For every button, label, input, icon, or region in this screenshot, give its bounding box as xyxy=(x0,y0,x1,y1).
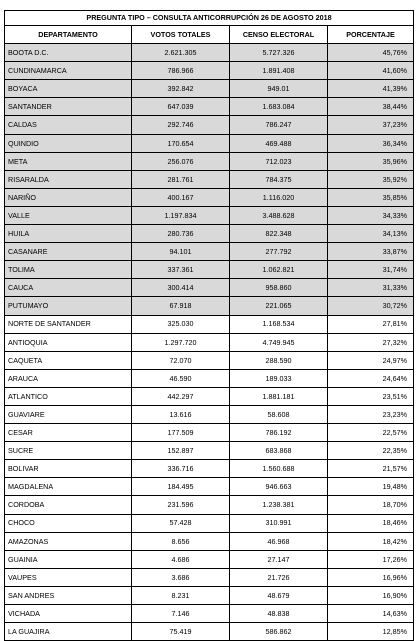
porcentaje-cell: 35,85% xyxy=(328,188,414,206)
censo-electoral-cell: 1.881.181 xyxy=(230,387,328,405)
table-row xyxy=(5,351,414,369)
porcentaje-cell: 19,48% xyxy=(328,478,414,496)
votos-totales-cell: 1.197.834 xyxy=(132,206,230,224)
header-porcentaje: PORCENTAJE xyxy=(328,26,414,44)
censo-electoral-cell: 586.862 xyxy=(230,623,328,641)
porcentaje-cell: 18,42% xyxy=(328,532,414,550)
porcentaje-cell: 35,92% xyxy=(328,170,414,188)
votos-totales-cell: 7.146 xyxy=(132,605,230,623)
porcentaje-cell: 16,90% xyxy=(328,586,414,604)
censo-electoral-cell: 469.488 xyxy=(230,134,328,152)
porcentaje-cell: 12,85% xyxy=(328,623,414,641)
table-row xyxy=(5,405,414,423)
votos-totales-cell: 8.656 xyxy=(132,532,230,550)
votos-totales-cell: 75.419 xyxy=(132,623,230,641)
table-row xyxy=(5,261,414,279)
table-row xyxy=(5,333,414,351)
censo-electoral-cell: 822.348 xyxy=(230,225,328,243)
table-row xyxy=(5,44,414,62)
censo-electoral-cell: 48.838 xyxy=(230,605,328,623)
votos-totales-cell: 280.736 xyxy=(132,225,230,243)
table-row xyxy=(5,586,414,604)
departamento-cell: CHOCO xyxy=(5,514,132,532)
departamento-cell: BOLIVAR xyxy=(5,460,132,478)
censo-electoral-cell: 189.033 xyxy=(230,369,328,387)
censo-electoral-cell: 1.683.084 xyxy=(230,98,328,116)
porcentaje-cell: 41,60% xyxy=(328,62,414,80)
votos-totales-cell: 256.076 xyxy=(132,152,230,170)
table-title: PREGUNTA TIPO – CONSULTA ANTICORRUPCIÓN 26 DE AGOSTO 2018 xyxy=(5,11,414,26)
header-votos-totales: VOTOS TOTALES xyxy=(132,26,230,44)
table-row xyxy=(5,297,414,315)
votos-totales-cell: 4.686 xyxy=(132,550,230,568)
departamento-cell: MAGDALENA xyxy=(5,478,132,496)
porcentaje-cell: 16,96% xyxy=(328,568,414,586)
censo-electoral-cell: 683.868 xyxy=(230,442,328,460)
votos-totales-cell: 647.039 xyxy=(132,98,230,116)
votos-totales-cell: 67.918 xyxy=(132,297,230,315)
departamento-cell: ATLANTICO xyxy=(5,387,132,405)
table-row xyxy=(5,387,414,405)
censo-electoral-cell: 277.792 xyxy=(230,243,328,261)
table-row xyxy=(5,605,414,623)
porcentaje-cell: 22,35% xyxy=(328,442,414,460)
table-row xyxy=(5,460,414,478)
table-row xyxy=(5,170,414,188)
departamento-cell: VALLE xyxy=(5,206,132,224)
porcentaje-cell: 31,33% xyxy=(328,279,414,297)
departamento-cell: RISARALDA xyxy=(5,170,132,188)
porcentaje-cell: 14,63% xyxy=(328,605,414,623)
porcentaje-cell: 24,64% xyxy=(328,369,414,387)
porcentaje-cell: 31,74% xyxy=(328,261,414,279)
porcentaje-cell: 41,39% xyxy=(328,80,414,98)
header-censo-electoral: CENSO ELECTORAL xyxy=(230,26,328,44)
departamento-cell: ANTIOQUIA xyxy=(5,333,132,351)
votos-totales-cell: 400.167 xyxy=(132,188,230,206)
departamento-cell: TOLIMA xyxy=(5,261,132,279)
table-row xyxy=(5,550,414,568)
censo-electoral-cell: 1.238.381 xyxy=(230,496,328,514)
table-row xyxy=(5,62,414,80)
censo-electoral-cell: 58.608 xyxy=(230,405,328,423)
censo-electoral-cell: 1.560.688 xyxy=(230,460,328,478)
censo-electoral-cell: 1.062.821 xyxy=(230,261,328,279)
porcentaje-cell: 17,26% xyxy=(328,550,414,568)
departamento-cell: ARAUCA xyxy=(5,369,132,387)
departamento-cell: LA GUAJIRA xyxy=(5,623,132,641)
porcentaje-cell: 18,70% xyxy=(328,496,414,514)
votos-totales-cell: 325.030 xyxy=(132,315,230,333)
votos-totales-cell: 13.616 xyxy=(132,405,230,423)
porcentaje-cell: 21,57% xyxy=(328,460,414,478)
table-row xyxy=(5,442,414,460)
censo-electoral-cell: 1.116.020 xyxy=(230,188,328,206)
results-table xyxy=(4,10,414,641)
table-row xyxy=(5,152,414,170)
votos-totales-cell: 57.428 xyxy=(132,514,230,532)
departamento-cell: NORTE DE SANTANDER xyxy=(5,315,132,333)
table-row xyxy=(5,315,414,333)
table-row xyxy=(5,478,414,496)
votos-totales-cell: 300.414 xyxy=(132,279,230,297)
votos-totales-cell: 1.297.720 xyxy=(132,333,230,351)
departamento-cell: VICHADA xyxy=(5,605,132,623)
votos-totales-cell: 292.746 xyxy=(132,116,230,134)
votos-totales-cell: 336.716 xyxy=(132,460,230,478)
censo-electoral-cell: 221.065 xyxy=(230,297,328,315)
censo-electoral-cell: 712.023 xyxy=(230,152,328,170)
porcentaje-cell: 33,87% xyxy=(328,243,414,261)
porcentaje-cell: 34,13% xyxy=(328,225,414,243)
table-row xyxy=(5,80,414,98)
table-row xyxy=(5,279,414,297)
title-row xyxy=(5,11,414,26)
table-row xyxy=(5,98,414,116)
departamento-cell: SAN ANDRES xyxy=(5,586,132,604)
censo-electoral-cell: 21.726 xyxy=(230,568,328,586)
porcentaje-cell: 45,76% xyxy=(328,44,414,62)
header-row xyxy=(5,26,414,44)
departamento-cell: CALDAS xyxy=(5,116,132,134)
departamento-cell: META xyxy=(5,152,132,170)
departamento-cell: AMAZONAS xyxy=(5,532,132,550)
porcentaje-cell: 34,33% xyxy=(328,206,414,224)
votos-totales-cell: 281.761 xyxy=(132,170,230,188)
departamento-cell: GUAVIARE xyxy=(5,405,132,423)
table-row xyxy=(5,116,414,134)
departamento-cell: HUILA xyxy=(5,225,132,243)
censo-electoral-cell: 27.147 xyxy=(230,550,328,568)
porcentaje-cell: 23,23% xyxy=(328,405,414,423)
votos-totales-cell: 184.495 xyxy=(132,478,230,496)
departamento-cell: CAQUETA xyxy=(5,351,132,369)
porcentaje-cell: 38,44% xyxy=(328,98,414,116)
votos-totales-cell: 3.686 xyxy=(132,568,230,586)
votos-totales-cell: 170.654 xyxy=(132,134,230,152)
votos-totales-cell: 442.297 xyxy=(132,387,230,405)
censo-electoral-cell: 4.749.945 xyxy=(230,333,328,351)
censo-electoral-cell: 310.991 xyxy=(230,514,328,532)
departamento-cell: BOYACA xyxy=(5,80,132,98)
table-row xyxy=(5,623,414,641)
departamento-cell: CESAR xyxy=(5,424,132,442)
censo-electoral-cell: 786.192 xyxy=(230,424,328,442)
censo-electoral-cell: 1.891.408 xyxy=(230,62,328,80)
table-row xyxy=(5,514,414,532)
table-row xyxy=(5,424,414,442)
votos-totales-cell: 231.596 xyxy=(132,496,230,514)
porcentaje-cell: 18,46% xyxy=(328,514,414,532)
table-row xyxy=(5,496,414,514)
porcentaje-cell: 37,23% xyxy=(328,116,414,134)
censo-electoral-cell: 784.375 xyxy=(230,170,328,188)
table-row xyxy=(5,188,414,206)
table-row xyxy=(5,134,414,152)
votos-totales-cell: 46.590 xyxy=(132,369,230,387)
porcentaje-cell: 22,57% xyxy=(328,424,414,442)
censo-electoral-cell: 1.168.534 xyxy=(230,315,328,333)
censo-electoral-cell: 46.968 xyxy=(230,532,328,550)
porcentaje-cell: 23,51% xyxy=(328,387,414,405)
departamento-cell: QUINDIO xyxy=(5,134,132,152)
votos-totales-cell: 337.361 xyxy=(132,261,230,279)
departamento-cell: PUTUMAYO xyxy=(5,297,132,315)
table-row xyxy=(5,369,414,387)
results-table-container xyxy=(4,10,413,641)
table-row xyxy=(5,206,414,224)
votos-totales-cell: 392.842 xyxy=(132,80,230,98)
porcentaje-cell: 27,81% xyxy=(328,315,414,333)
departamento-cell: BOOTA D.C. xyxy=(5,44,132,62)
table-row xyxy=(5,532,414,550)
porcentaje-cell: 30,72% xyxy=(328,297,414,315)
departamento-cell: SUCRE xyxy=(5,442,132,460)
censo-electoral-cell: 946.663 xyxy=(230,478,328,496)
departamento-cell: NARIÑO xyxy=(5,188,132,206)
porcentaje-cell: 24,97% xyxy=(328,351,414,369)
departamento-cell: CUNDINAMARCA xyxy=(5,62,132,80)
censo-electoral-cell: 3.488.628 xyxy=(230,206,328,224)
departamento-cell: CORDOBA xyxy=(5,496,132,514)
censo-electoral-cell: 958.860 xyxy=(230,279,328,297)
votos-totales-cell: 72.070 xyxy=(132,351,230,369)
departamento-cell: VAUPES xyxy=(5,568,132,586)
censo-electoral-cell: 949.01 xyxy=(230,80,328,98)
votos-totales-cell: 94.101 xyxy=(132,243,230,261)
censo-electoral-cell: 48.679 xyxy=(230,586,328,604)
header-departamento: DEPARTAMENTO xyxy=(5,26,132,44)
votos-totales-cell: 152.897 xyxy=(132,442,230,460)
votos-totales-cell: 2.621.305 xyxy=(132,44,230,62)
table-row xyxy=(5,243,414,261)
votos-totales-cell: 786.966 xyxy=(132,62,230,80)
departamento-cell: CASANARE xyxy=(5,243,132,261)
departamento-cell: CAUCA xyxy=(5,279,132,297)
table-body xyxy=(5,44,414,641)
votos-totales-cell: 177.509 xyxy=(132,424,230,442)
departamento-cell: SANTANDER xyxy=(5,98,132,116)
censo-electoral-cell: 5.727.326 xyxy=(230,44,328,62)
porcentaje-cell: 27,32% xyxy=(328,333,414,351)
votos-totales-cell: 8.231 xyxy=(132,586,230,604)
departamento-cell: GUAINIA xyxy=(5,550,132,568)
table-row xyxy=(5,225,414,243)
porcentaje-cell: 36,34% xyxy=(328,134,414,152)
censo-electoral-cell: 288.590 xyxy=(230,351,328,369)
table-row xyxy=(5,568,414,586)
censo-electoral-cell: 786.247 xyxy=(230,116,328,134)
porcentaje-cell: 35,96% xyxy=(328,152,414,170)
